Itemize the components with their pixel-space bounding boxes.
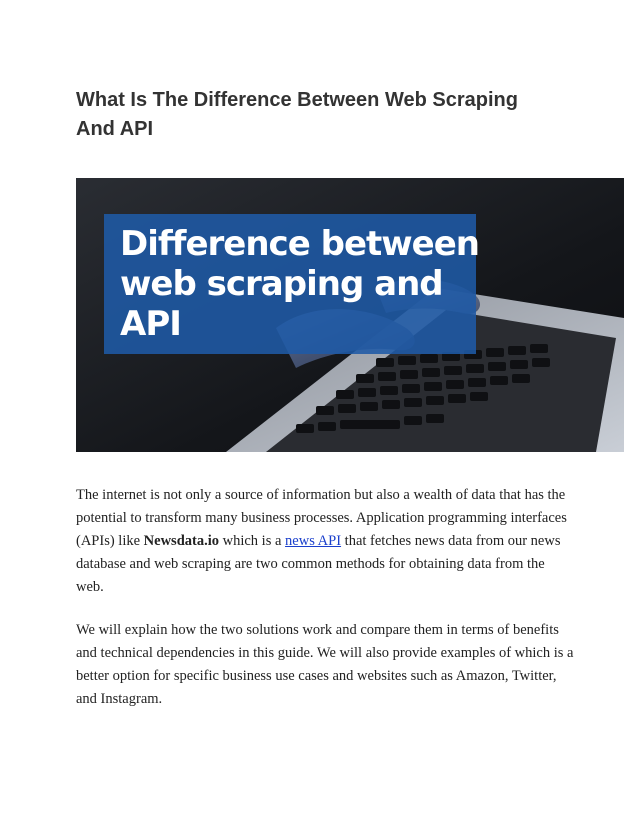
image-caption-line: Difference between	[120, 224, 479, 264]
image-caption-text	[120, 224, 479, 344]
page-title: What Is The Difference Between Web Scraping And API	[76, 89, 518, 140]
paragraph-text: The internet is not only a source of information but also a wealth of data that has the potential to transform many business processes. Application programming interfaces (APIs) like	[76, 487, 567, 549]
article-body	[76, 484, 576, 731]
hero-image	[76, 178, 624, 452]
brand-name: Newsdata.io	[143, 533, 219, 549]
paragraph-intro	[76, 484, 576, 599]
news-api-link[interactable]: news API	[285, 533, 342, 549]
image-caption-line: web scraping and	[120, 264, 443, 304]
paragraph-text: that fetches news data from our news database and web scraping are two common methods for obtaining data from the web.	[76, 533, 561, 595]
paragraph-guide: We will explain how the two solutions work and compare them in terms of benefits and technical dependencies in this guide. We will also provide examples of which is a better option for specific business use cases and websites such as Amazon, Twitter, and Instagram.	[76, 622, 574, 707]
image-caption-line: API	[120, 304, 181, 344]
paragraph-text: which is a	[219, 533, 286, 549]
